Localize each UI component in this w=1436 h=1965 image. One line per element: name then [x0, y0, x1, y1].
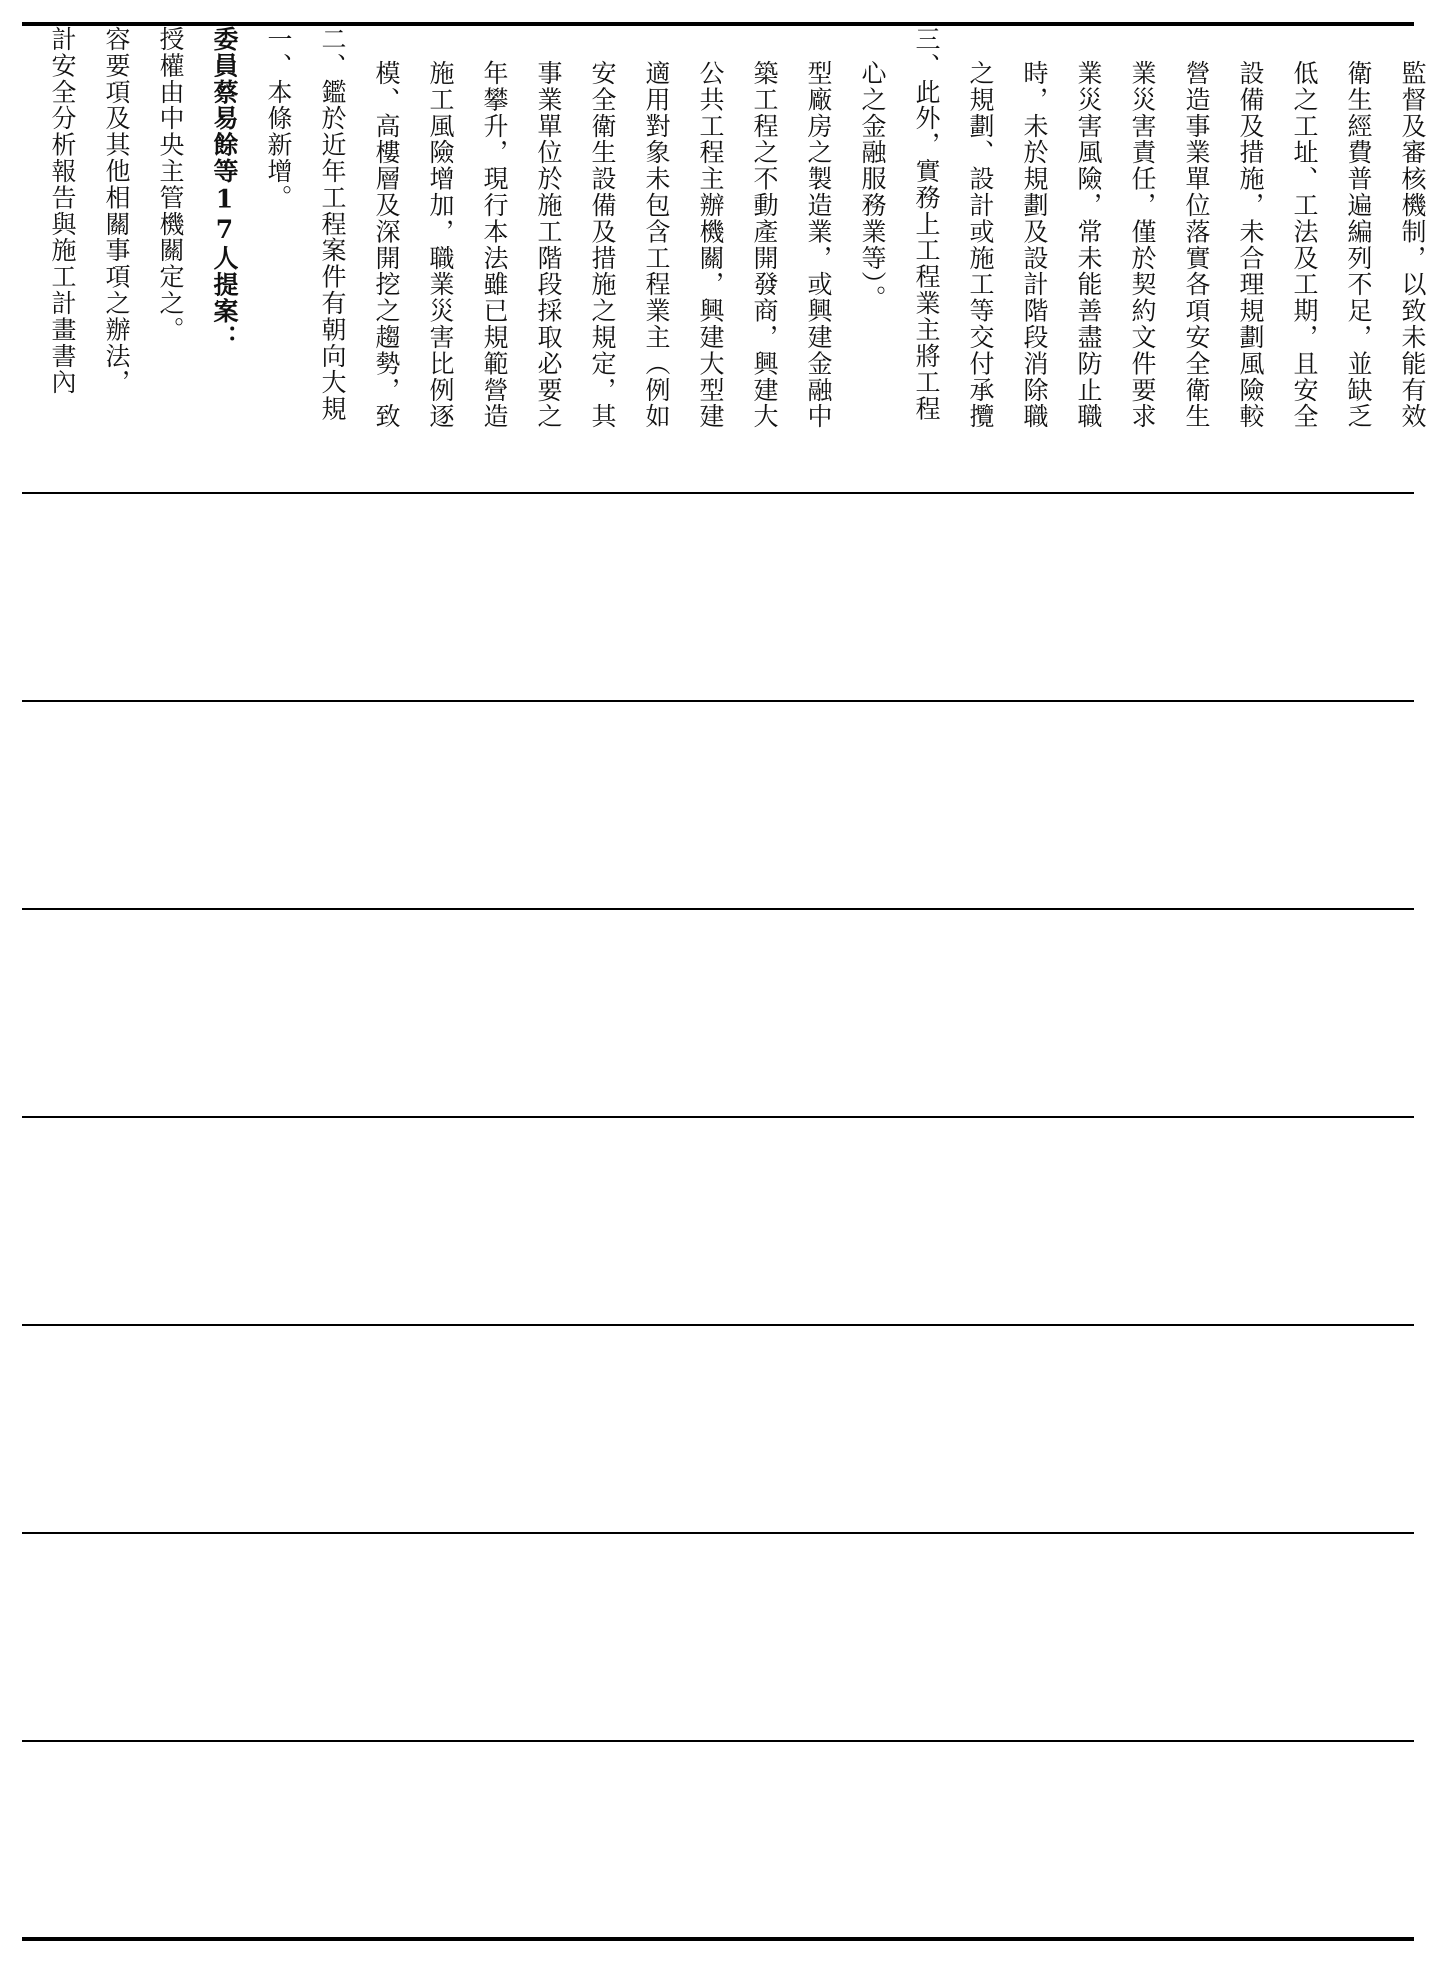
- text-column: [1124, 26, 1160, 492]
- text-column: [1070, 26, 1106, 492]
- text-line: 年攀升，現行本法雖已規範營造: [480, 60, 509, 430]
- text-column: [1178, 26, 1214, 492]
- text-line: 衛生經費普遍編列不足，並缺乏: [1344, 60, 1373, 430]
- text-line: 安全衛生設備及措施之規定，其: [588, 60, 617, 430]
- text-line: 計安全分析報告與施工計畫書內: [48, 26, 77, 396]
- table-row-rule: [22, 1116, 1414, 1118]
- table-row-rule: [22, 492, 1414, 494]
- table-row-rule: [22, 1324, 1414, 1326]
- text-line: 低之工址、工法及工期，且安全: [1290, 60, 1319, 430]
- text-column: [44, 26, 80, 492]
- text-line: 時，未於規劃及設計階段消除職: [1020, 60, 1049, 430]
- text-line: 二、鑑於近年工程案件有朝向大規: [318, 26, 347, 422]
- text-line: 型廠房之製造業，或興建金融中: [804, 60, 833, 430]
- text-column: [206, 26, 242, 492]
- text-line: 授權由中央主管機關定之。: [156, 26, 185, 343]
- text-column: [314, 26, 350, 492]
- text-line: 適用對象未包含工程業主（例如: [642, 60, 671, 430]
- text-line: 業災害責任，僅於契約文件要求: [1128, 60, 1157, 430]
- text-column: [584, 26, 620, 492]
- text-line: 監督及審核機制，以致未能有效: [1398, 60, 1427, 430]
- text-column: [152, 26, 188, 492]
- text-line: 業災害風險，常未能善盡防止職: [1074, 60, 1103, 430]
- text-column: [476, 26, 512, 492]
- text-column: [1340, 26, 1376, 492]
- text-line: 築工程之不動產開發商，興建大: [750, 60, 779, 430]
- text-column: [1232, 26, 1268, 492]
- table-row-rule: [22, 908, 1414, 910]
- text-column: [908, 26, 944, 492]
- text-line: 容要項及其他相關事項之辦法，: [102, 26, 131, 396]
- text-column: [260, 26, 296, 492]
- text-line: 設備及措施，未合理規劃風險較: [1236, 60, 1265, 430]
- text-line: 三、此外，實務上工程業主將工程: [912, 26, 941, 422]
- text-line: 之規劃、設計或施工等交付承攬: [966, 60, 995, 430]
- text-line: 施工風險增加，職業災害比例逐: [426, 60, 455, 430]
- text-column: [1394, 26, 1430, 492]
- text-column: [368, 26, 404, 492]
- text-line: 營造事業單位落實各項安全衛生: [1182, 60, 1211, 430]
- text-line: 事業單位於施工階段採取必要之: [534, 60, 563, 430]
- table-bottom-rule: [22, 1937, 1414, 1941]
- text-column: [854, 26, 890, 492]
- proposal-text-cell: [22, 26, 1427, 492]
- text-column: [692, 26, 728, 492]
- text-column: [962, 26, 998, 492]
- text-column: [800, 26, 836, 492]
- text-line: 模、高樓層及深開挖之趨勢，致: [372, 60, 401, 430]
- text-column: [746, 26, 782, 492]
- text-column: [530, 26, 566, 492]
- document-page: [22, 22, 1427, 1965]
- text-column: [1016, 26, 1052, 492]
- text-line: 一、本條新增。: [264, 26, 293, 211]
- text-column: [98, 26, 134, 492]
- text-line: 心之金融服務業等）。: [858, 60, 887, 312]
- table-row-rule: [22, 1532, 1414, 1534]
- table-row-rule: [22, 700, 1414, 702]
- text-column: [422, 26, 458, 492]
- table-row-rule: [22, 1740, 1414, 1742]
- proposer-heading: 委員蔡易餘等17人提案：: [210, 26, 239, 351]
- text-column: [638, 26, 674, 492]
- text-column: [1286, 26, 1322, 492]
- text-line: 公共工程主辦機關，興建大型建: [696, 60, 725, 430]
